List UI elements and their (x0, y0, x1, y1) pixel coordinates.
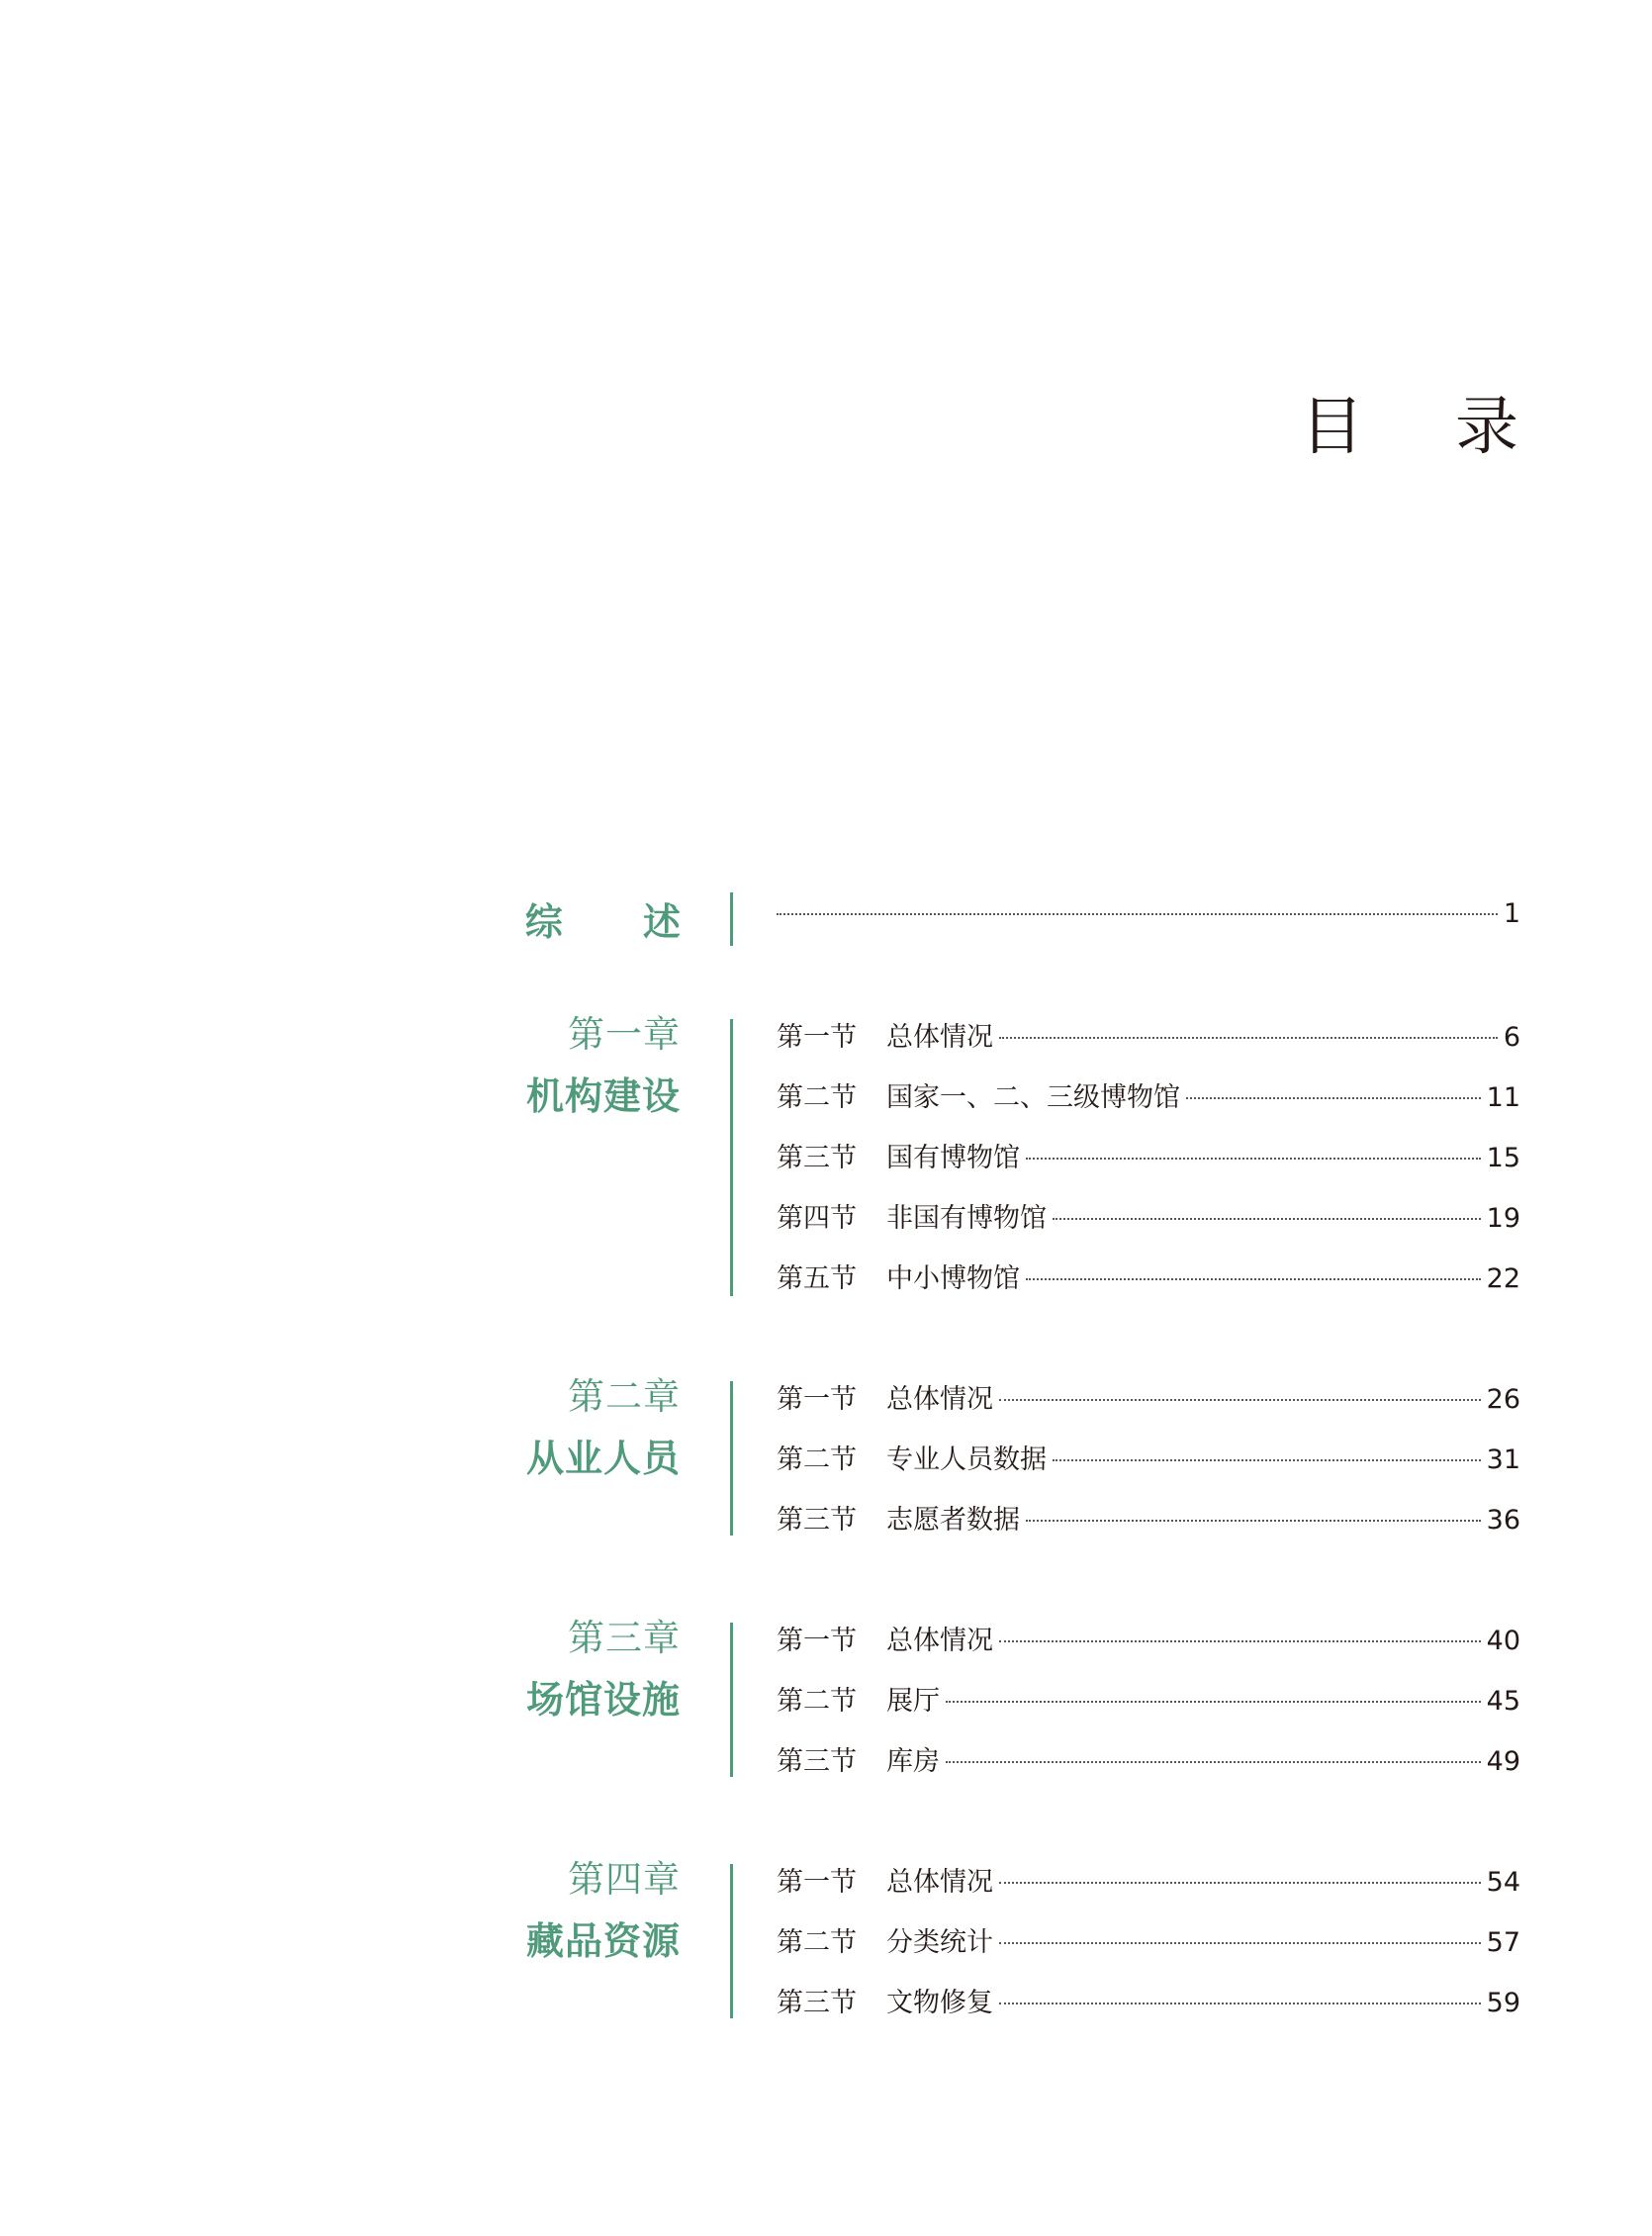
overview-heading (524, 898, 714, 946)
page-number: 15 (1486, 1143, 1520, 1173)
page-number: 11 (1486, 1082, 1520, 1113)
toc-entry[interactable] (777, 1863, 1520, 1923)
section-title: 国有博物馆 (886, 1143, 1020, 1173)
toc-entry[interactable] (777, 1078, 1520, 1139)
dot-leader (946, 1701, 1481, 1703)
chapter-divider (730, 1381, 733, 1536)
overview-divider (730, 892, 733, 946)
chapter-number: 第三章 (568, 1617, 681, 1659)
page-number: 31 (1486, 1444, 1520, 1475)
section-label: 第二节 (777, 1686, 857, 1717)
section-label: 第五节 (777, 1263, 857, 1294)
section-label: 第四节 (777, 1203, 857, 1234)
overview-entries (777, 894, 1520, 955)
toc-entry[interactable] (777, 1380, 1520, 1441)
toc-entry[interactable] (777, 1622, 1520, 1682)
chapter-heading (526, 1856, 681, 1965)
dot-leader (1186, 1097, 1481, 1099)
dot-leader (1026, 1278, 1481, 1280)
dot-leader (999, 1640, 1481, 1642)
section-label: 第三节 (777, 1143, 857, 1173)
dot-leader (999, 1399, 1481, 1401)
page-title: 目 录 (1300, 391, 1554, 464)
section-label: 第一节 (777, 1022, 857, 1053)
section-title: 总体情况 (886, 1626, 993, 1656)
page-number: 40 (1486, 1626, 1520, 1656)
toc-entry[interactable] (777, 1139, 1520, 1199)
page-number: 49 (1486, 1746, 1520, 1777)
section-label: 第二节 (777, 1444, 857, 1475)
dot-leader (1026, 1158, 1481, 1160)
chapter-number: 第四章 (568, 1858, 681, 1901)
chapter-number: 第一章 (568, 1013, 681, 1056)
chapter-name: 机构建设 (525, 1074, 681, 1118)
section-label: 第一节 (777, 1626, 857, 1656)
section-title: 总体情况 (886, 1384, 993, 1415)
section-title: 分类统计 (886, 1927, 993, 1958)
section-label: 第二节 (777, 1082, 857, 1113)
chapter-heading (526, 1011, 681, 1120)
page-number: 19 (1486, 1203, 1520, 1234)
chapter-entries (777, 1622, 1520, 1803)
dot-leader (999, 1882, 1481, 1884)
toc-entry[interactable] (777, 1501, 1520, 1561)
overview-name: 综 述 (524, 900, 714, 944)
section-title: 专业人员数据 (886, 1444, 1047, 1475)
chapter-name: 从业人员 (525, 1437, 681, 1480)
section-title: 库房 (886, 1746, 940, 1777)
chapter-heading (526, 1615, 681, 1724)
page-number: 59 (1486, 1988, 1520, 2018)
page-number: 1 (1503, 898, 1520, 929)
chapter-name: 藏品资源 (525, 1919, 681, 1963)
toc-entry[interactable] (777, 1259, 1520, 1320)
section-title: 总体情况 (886, 1867, 993, 1898)
chapter-divider (730, 1019, 733, 1296)
dot-leader (999, 1942, 1481, 1944)
chapter-heading (526, 1373, 681, 1482)
toc-entry[interactable] (777, 1923, 1520, 1984)
section-title: 国家一、二、三级博物馆 (886, 1082, 1180, 1113)
section-label: 第三节 (777, 1746, 857, 1777)
chapter-divider (730, 1623, 733, 1777)
section-title: 志愿者数据 (886, 1505, 1020, 1536)
section-title: 文物修复 (886, 1988, 993, 2018)
toc-entry[interactable] (777, 1742, 1520, 1803)
section-label: 第一节 (777, 1384, 857, 1415)
chapter-entries (777, 1018, 1520, 1320)
page-number: 26 (1486, 1384, 1520, 1415)
toc-entry[interactable] (777, 1441, 1520, 1501)
section-title: 展厅 (886, 1686, 940, 1717)
page-number: 54 (1486, 1867, 1520, 1898)
page-number: 6 (1503, 1022, 1520, 1053)
section-label: 第一节 (777, 1867, 857, 1898)
dot-leader (1053, 1459, 1481, 1461)
chapter-entries (777, 1863, 1520, 2044)
toc-entry[interactable] (777, 894, 1520, 955)
dot-leader (1053, 1218, 1481, 1220)
toc-entry[interactable] (777, 1018, 1520, 1078)
section-label: 第二节 (777, 1927, 857, 1958)
dot-leader (1026, 1520, 1481, 1522)
toc-entry[interactable] (777, 1984, 1520, 2044)
page-number: 57 (1486, 1927, 1520, 1958)
chapter-number: 第二章 (568, 1375, 681, 1418)
dot-leader (777, 913, 1498, 915)
section-title: 非国有博物馆 (886, 1203, 1047, 1234)
chapter-divider (730, 1864, 733, 2018)
page-number: 45 (1486, 1686, 1520, 1717)
dot-leader (999, 2003, 1481, 2004)
toc-entry[interactable] (777, 1682, 1520, 1742)
dot-leader (999, 1037, 1498, 1039)
toc-entry[interactable] (777, 1199, 1520, 1259)
section-label: 第三节 (777, 1505, 857, 1536)
section-title: 总体情况 (886, 1022, 993, 1053)
page-number: 22 (1486, 1263, 1520, 1294)
chapter-entries (777, 1380, 1520, 1561)
dot-leader (946, 1761, 1481, 1763)
section-title: 中小博物馆 (886, 1263, 1020, 1294)
chapter-name: 场馆设施 (525, 1678, 681, 1722)
page-number: 36 (1486, 1505, 1520, 1536)
section-label: 第三节 (777, 1988, 857, 2018)
